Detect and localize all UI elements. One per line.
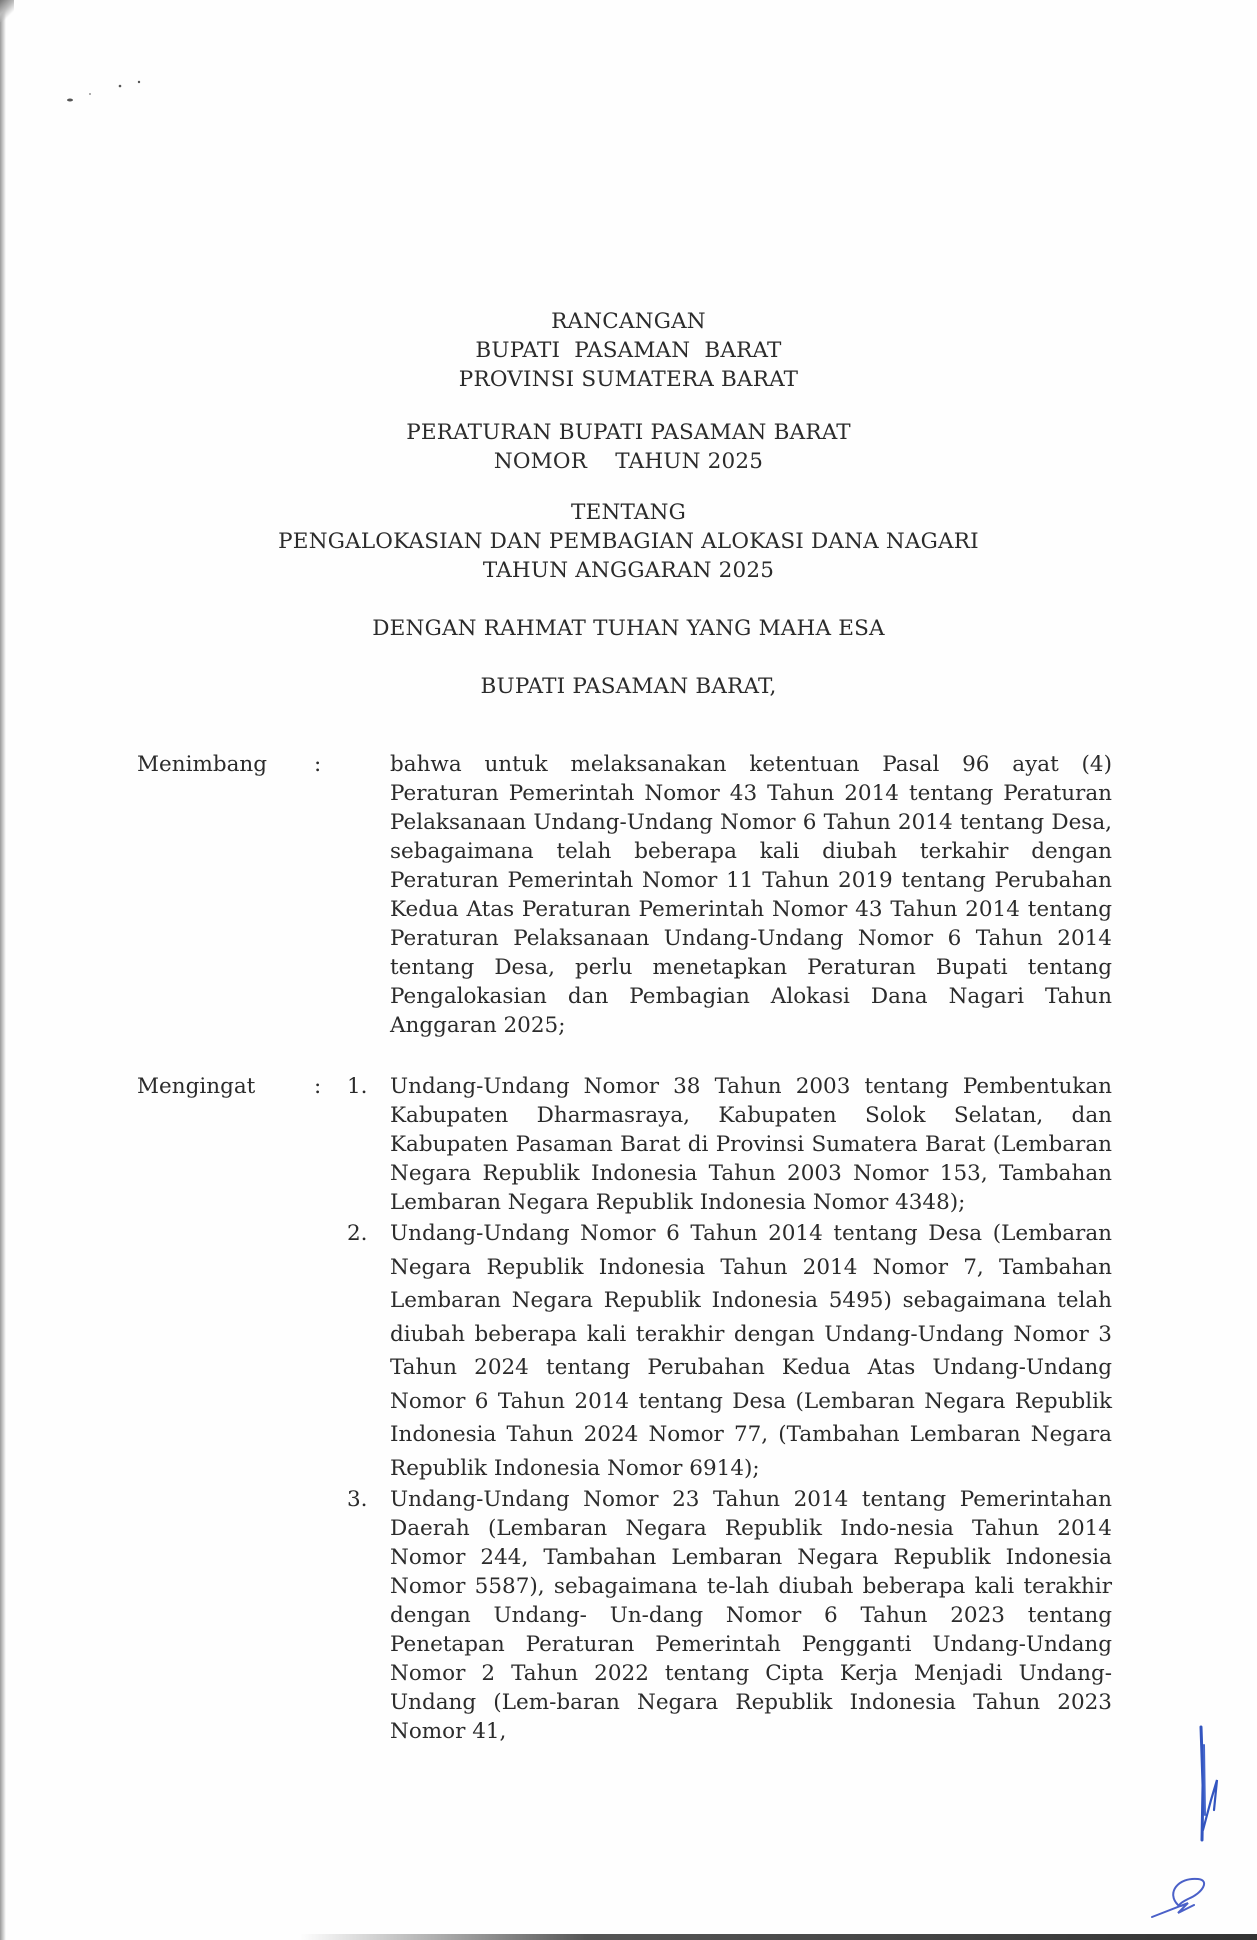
document-heading <box>0 307 1257 701</box>
issuer-title: BUPATI PASAMAN BARAT <box>475 338 782 363</box>
section-mengingat <box>137 1072 1112 1812</box>
issuer-salutation: BUPATI PASAMAN BARAT, <box>480 674 777 699</box>
list-item <box>347 1217 1112 1485</box>
list-item-number: 1. <box>347 1074 368 1099</box>
mengingat-list <box>347 1072 1112 1746</box>
list-item <box>347 1072 1112 1217</box>
regulation-subject: PENGALOKASIAN DAN PEMBAGIAN ALOKASI DANA NAGARI <box>278 529 979 554</box>
scan-edge-bottom <box>300 1934 1257 1940</box>
mengingat-label: Mengingat <box>137 1074 256 1099</box>
province-title: PROVINSI SUMATERA BARAT <box>458 367 799 392</box>
list-item-text: Undang-Undang Nomor 6 Tahun 2014 tentang Desa (Lembaran Negara Republik Indonesia Tahun 2014 Nomor 7, Tambahan Lembaran Negara Republik Indonesia 5495) sebagaimana telah diubah beberapa kali terakhir dengan Undang-Undang Nomor 3 Tahun 2024 tentang Perubahan Kedua Atas Undang-Undang Nomor 6 Tahun 2014 tentang Desa (Lembaran Negara Republik Indonesia Tahun 2024 Nomor 77, (Tambahan Lembaran Negara Republik Indonesia Nomor 6914); <box>390 1221 1112 1481</box>
paraf-signature-icon <box>1195 1725 1225 1845</box>
list-item-text: Undang-Undang Nomor 23 Tahun 2014 tentang Pemerintahan Daerah (Lembaran Negara Republik Indo-nesia Tahun 2014 Nomor 244, Tambahan Lembaran Negara Republik Indonesia Nomor 5587), sebagaimana te-lah diubah beberapa kali terakhir dengan Undang- Un-dang Nomor 6 Tahun 2023 tentang Penetapan Peraturan Pemerintah Pengganti Undang-Undang Nomor 2 Tahun 2022 tentang Cipta Kerja Menjadi Undang-Undang (Lem-baran Negara Republik Indonesia Tahun 2023 Nomor 41, <box>390 1487 1112 1744</box>
list-item-text: Undang-Undang Nomor 38 Tahun 2003 tentang Pembentukan Kabupaten Dharmasraya, Kabupaten Solok Selatan, dan Kabupaten Pasaman Barat di Provinsi Sumatera Barat (Lembaran Negara Republik Indonesia Tahun 2003 Nomor 153, Tambahan Lembaran Negara Republik Indonesia Nomor 4348); <box>390 1074 1112 1215</box>
invocation: DENGAN RAHMAT TUHAN YANG MAHA ESA <box>372 616 885 641</box>
menimbang-colon: : <box>314 752 322 777</box>
list-item <box>347 1485 1112 1746</box>
list-item-number: 2. <box>347 1221 368 1246</box>
scan-edge-left <box>0 0 6 1940</box>
regulation-number: NOMOR TAHUN 2025 <box>493 449 764 474</box>
section-menimbang <box>137 750 1112 1040</box>
scan-specks-icon <box>60 70 160 110</box>
draft-label: RANCANGAN <box>551 309 706 334</box>
regulation-title: PERATURAN BUPATI PASAMAN BARAT <box>406 420 851 445</box>
list-item-number: 3. <box>347 1487 368 1512</box>
menimbang-label: Menimbang <box>137 752 268 777</box>
initial-signature-icon <box>1148 1875 1218 1920</box>
regulation-subject-year: TAHUN ANGGARAN 2025 <box>482 558 775 583</box>
mengingat-colon: : <box>314 1074 322 1099</box>
about-label: TENTANG <box>571 500 686 525</box>
menimbang-text: bahwa untuk melaksanakan ketentuan Pasal 96 ayat (4) Peraturan Pemerintah Nomor 43 Tahun 2014 tentang Peraturan Pelaksanaan Undang-Undang Nomor 6 Tahun 2014 tentang Desa, sebagaimana telah beberapa kali diubah terkahir dengan Peraturan Pemerintah Nomor 11 Tahun 2019 tentang Perubahan Kedua Atas Peraturan Pemerintah Nomor 43 Tahun 2014 tentang Peraturan Pelaksanaan Undang-Undang Nomor 6 Tahun 2014 tentang Desa, perlu menetapkan Peraturan Bupati tentang Pengalokasian dan Pembagian Alokasi Dana Nagari Tahun Anggaran 2025; <box>390 752 1112 1038</box>
scan-corner-fold <box>0 0 14 22</box>
